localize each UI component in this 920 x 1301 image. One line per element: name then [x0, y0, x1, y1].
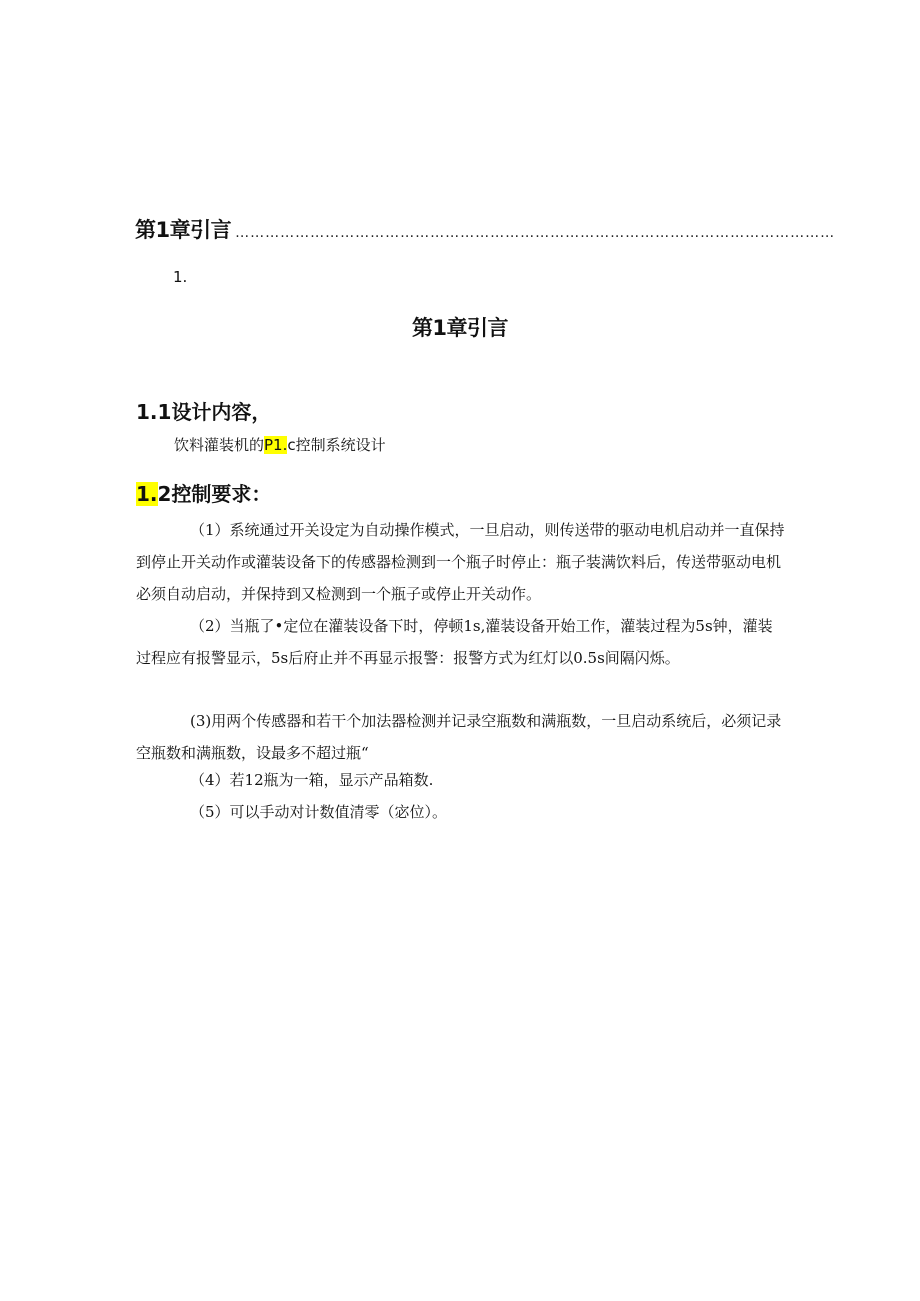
- requirement-paragraph-5: （5）可以手动对计数值清零（宓位）。: [190, 803, 448, 821]
- section-heading-1-2: [136, 478, 271, 507]
- toc-dot-leader: …………………………………………………………………………………………………………: [235, 225, 836, 241]
- section-title: 设计内容，: [171, 400, 272, 424]
- design-subtitle: [174, 434, 386, 455]
- section-title: 控制要求：: [171, 482, 272, 506]
- subtitle-pre: 饮料灌装机的: [174, 436, 265, 454]
- toc-entry-sub-number: 1.: [173, 268, 188, 286]
- subtitle-highlight: P1.: [264, 436, 288, 454]
- requirement-paragraph-4: （4）若12瓶为一箱，显示产品箱数.: [190, 771, 434, 789]
- requirement-paragraph-1: （1）系统通过开关设定为自动操作模式，一旦启动，则传送带的驱动电机启动并一直保持到停止开关动作或灌装设备下的传感器检测到一个瓶子时停止：瓶子装满饮料后，传送带驱动电机必须自动启动，并保持到又检测到一个瓶子或停止开关动作。: [136, 521, 785, 603]
- section-number-rest: 2: [157, 482, 172, 506]
- toc-entry-title: 第1章引言: [135, 218, 232, 242]
- section-heading-1-1: [136, 396, 271, 425]
- subtitle-post: c控制系统设计: [287, 436, 386, 454]
- section-number: 1.1: [136, 400, 172, 424]
- requirement-paragraph-3: (3)用两个传感器和若干个加法器检测并记录空瓶数和满瓶数，一旦启动系统后，必须记录空瓶数和满瓶数，设最多不超过瓶“: [136, 712, 782, 762]
- chapter-heading: 第1章引言: [411, 316, 509, 340]
- requirement-paragraph-2: （2）当瓶了•定位在灌装设备下时，停顿1s,灌装设备开始工作，灌装过程为5s钟，灌装过程应有报警显示，5s后府止并不再显示报警：报警方式为红灯以0.5s间隔闪烁。: [136, 617, 773, 667]
- toc-entry-chapter-1: [135, 214, 836, 244]
- section-number-highlight: 1.: [136, 482, 158, 506]
